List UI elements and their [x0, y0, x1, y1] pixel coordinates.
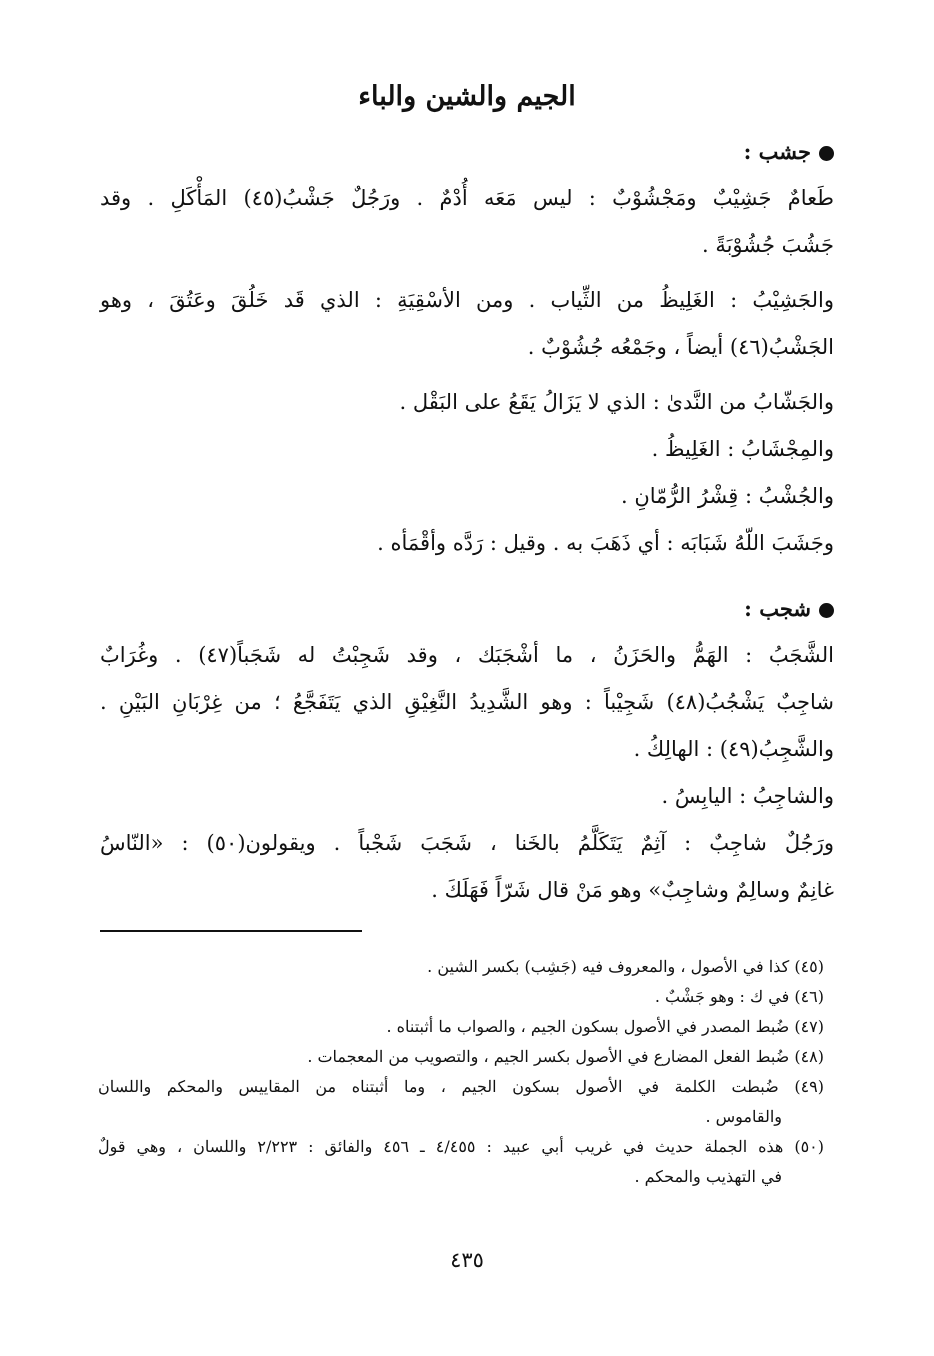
text-line: والشَّجِبُ(٤٩) : الهالِكُ .: [633, 737, 834, 761]
footnotes: [98, 952, 824, 1192]
footnote-line: (٤٥) كذا في الأصول ، والمعروف فيه (جَشِب) بكسر الشين .: [427, 957, 824, 976]
text-line: والجُشْبُ : قِشْرُ الرُّمّانِ .: [621, 484, 834, 508]
section-heading-label: شجب :: [744, 596, 811, 621]
text-line: جَشُبَ جُشُوْبَةً .: [701, 233, 834, 257]
section-heading-label: جشب :: [743, 139, 811, 164]
section-heading-jashab: [100, 128, 834, 175]
bullet-icon: [819, 146, 834, 161]
footnote-line: (٤٦) في ك : وهو جَشْبٌ .: [654, 987, 824, 1006]
main-text: [100, 128, 834, 914]
footnote-line: (٥٠) هذه الجملة حديث في غريب أبي عبيد : ٤/٤٥٥ ـ ٤٥٦ والفائق : ٢/٢٢٣ واللسان ، وهي قولٌ: [98, 1137, 825, 1156]
text-line: ورَجُلٌ شاجِبٌ : آثِمٌ يَتَكَلَّمُ بالخَنا ، شَجَبَ شَجْباً . ويقولون(٥٠) : «النّاسُ: [100, 831, 834, 855]
footnote-divider: [100, 930, 362, 932]
text-line: الجَشْبُ(٤٦) أيضاً ، وجَمْعُه جُشُوْبٌ .: [527, 335, 834, 359]
text-line: الشَّجَبُ : الهَمُّ والحَزَنُ ، ما أشْجَبَك ، وقد شَجِبْتُ له شَجَباً(٤٧) . وغُرَابٌ: [100, 643, 834, 667]
footnote-line: (٤٩) ضُبطت الكلمة في الأصول بسكون الجيم ، وما أثبتناه من المقاييس والمحكم واللسان: [98, 1077, 824, 1096]
text-line: والجَشِيْبُ : الغَلِيظُ من الثِّياب . ومن الأسْقِيَةِ : الذي قَد خَلُقَ وعَتُقَ ، وهو: [100, 288, 834, 312]
section-heading-shajab: [100, 585, 834, 632]
text-line: طَعامٌ جَشِيْبٌ ومَجْشُوْبٌ : ليس مَعَه أُدْمٌ . ورَجُلٌ جَشْبُ(٤٥) المَأْكَلِ . وقد: [100, 186, 834, 210]
page-title: الجيم والشين والباء: [358, 81, 576, 112]
paragraph: [100, 175, 834, 269]
footnote-line: في التهذيب والمحكم .: [634, 1167, 782, 1186]
footnote-line: (٤٨) ضُبط الفعل المضارع في الأصول بكسر الجيم ، والتصويب من المعجمات .: [307, 1047, 824, 1066]
text-line: والشاجِبُ : اليابِسُ .: [661, 784, 834, 808]
text-line: غانِمٌ وسالِمٌ وشاجِبٌ» وهو مَنْ قال شَرّاً فَهَلَكَ .: [431, 878, 834, 902]
text-line: وجَشَبَ اللّهُ شَبَابَه : أي ذَهَبَ به . وقيل : رَدَّه وأقْمَأه .: [377, 531, 834, 555]
page-number: ٤٣٥: [450, 1248, 484, 1272]
text-line: والجَشّابُ من النَّدىٰ : الذي لا يَزَالُ يَقَعُ على البَقْل .: [399, 390, 834, 414]
bullet-icon: [819, 603, 834, 618]
text-line: شاجِبٌ يَشْجُبُ(٤٨) شَجِيْباً : وهو الشَّدِيدُ النَّغِيْقِ الذي يَتَفَجَّعُ ؛ من غِرْبَانِ البَيْنِ .: [100, 690, 834, 714]
text-line: والمِجْشَابُ : الغَلِيظُ .: [651, 437, 834, 461]
paragraph: [100, 379, 834, 567]
paragraph: [100, 277, 834, 371]
paragraph: [100, 632, 834, 914]
footnote-line: (٤٧) ضُبط المصدر في الأصول بسكون الجيم ، والصواب ما أثبتناه .: [386, 1017, 824, 1036]
footnote-line: والقاموس .: [705, 1107, 782, 1126]
